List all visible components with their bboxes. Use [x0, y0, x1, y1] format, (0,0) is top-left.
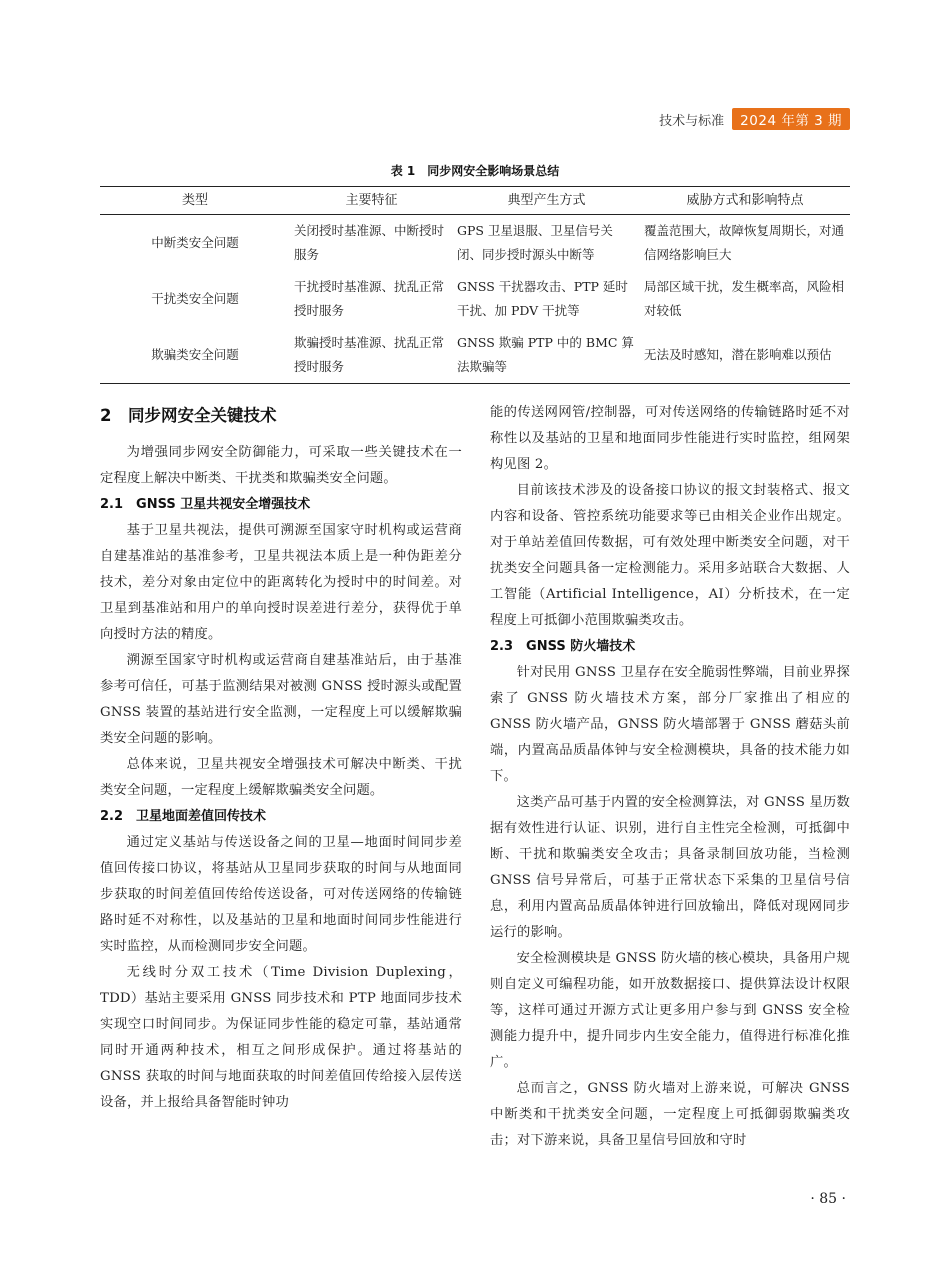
table-cell: 局部区域干扰，发生概率高，风险相对较低: [644, 279, 845, 318]
paragraph: 溯源至国家守时机构或运营商自建基准站后，由于基准参考可信任，可基于监测结果对被测 GNSS 授时源头或配置 GNSS 装置的基站进行安全监测，一定程度上可以缓解欺骗类安全问题的影响。: [100, 653, 462, 746]
column-header: 威胁方式和影响特点: [640, 187, 850, 215]
paragraph: 目前该技术涉及的设备接口协议的报文封装格式、报文内容和设备、管控系统功能要求等已由相关企业作出规定。对于单站差值回传数据，可有效处理中断类安全问题，对干扰类安全问题具备一定检测能力。采用多站联合大数据、人工智能（Artificial Intelligence，AI）分析技术，在一定程度上可抵御小范围欺骗类攻击。: [490, 483, 850, 628]
table-cell: GPS 卫星退服、卫星信号关闭、同步授时源头中断等: [457, 223, 613, 262]
column-header: 典型产生方式: [453, 187, 640, 215]
paragraph: 针对民用 GNSS 卫星存在安全脆弱性弊端，目前业界探索了 GNSS 防火墙技术方案，部分厂家推出了相应的 GNSS 防火墙产品，GNSS 防火墙部署于 GNSS 蘑菇头前端，内置高品质晶体钟与安全检测模块，具备的技术能力如下。: [490, 665, 850, 784]
subsection-title: 2.1 GNSS 卫星共视安全增强技术: [100, 497, 311, 512]
subsection-title: 2.2 卫星地面差值回传技术: [100, 809, 267, 824]
table-cell: 覆盖范围大，故障恢复周期长，对通信网络影响巨大: [644, 223, 845, 262]
paragraph: 这类产品可基于内置的安全检测算法，对 GNSS 星历数据有效性进行认证、识别，进行自主性完全检测，可抵御中断、干扰和欺骗类安全攻击；具备录制回放功能，当检测 GNSS 信号异常后，可基于正常状态下采集的卫星信号信息，利用内置高品质晶体钟进行回放输出，降低对现网同步运行的影响。: [490, 795, 850, 940]
table-cell: 干扰授时基准源、扰乱正常授时服务: [294, 279, 445, 318]
table-row: [100, 327, 850, 384]
running-header: [659, 108, 850, 130]
paragraph: 通过定义基站与传送设备之间的卫星—地面时间同步差值回传接口协议，将基站从卫星同步获取的时间与从地面同步获取的时间差值回传给传送设备，可对传送网络的传输链路时延不对称性，以及基站的卫星和地面时间同步性能进行实时监控，从而检测同步安全问题。: [100, 835, 462, 954]
subsection-title: 2.3 GNSS 防火墙技术: [490, 639, 636, 654]
table-cell: 欺骗授时基准源、扰乱正常授时服务: [290, 327, 453, 384]
section-title: 2 同步网安全关键技术: [100, 406, 277, 425]
table-header-row: [100, 187, 850, 215]
paragraph: 总而言之，GNSS 防火墙对上游来说，可解决 GNSS 中断类和干扰类安全问题，一定程度上可抵御弱欺骗类攻击；对下游来说，具备卫星信号回放和守时: [490, 1081, 850, 1148]
table-cell: 无法及时感知，潜在影响难以预估: [640, 327, 850, 384]
table-row: [100, 271, 850, 327]
right-column: [490, 400, 850, 1154]
paragraph: 基于卫星共视法，提供可溯源至国家守时机构或运营商自建基准站的基准参考，卫星共视法本质上是一种伪距差分技术，差分对象由定位中的距离转化为授时中的时间差。对卫星到基准站和用户的单向授时误差进行差分，获得优于单向授时方法的精度。: [100, 523, 462, 642]
paragraph-continuation: 能的传送网网管/控制器，可对传送网络的传输链路时延不对称性以及基站的卫星和地面同步性能进行实时监控，组网架构见图 2。: [490, 405, 850, 472]
table-cell: 干扰类安全问题: [151, 291, 239, 306]
column-header: 主要特征: [290, 187, 453, 215]
table-cell: 欺骗类安全问题: [100, 327, 290, 384]
paragraph: 安全检测模块是 GNSS 防火墙的核心模块，具备用户规则自定义可编程功能，如开放数据接口、提供算法设计权限等，这样可通过开源方式让更多用户参与到 GNSS 安全检测能力提升中，提升同步内生安全能力，值得进行标准化推广。: [490, 951, 850, 1070]
table-row: [100, 215, 850, 272]
column-header: 类型: [100, 187, 290, 215]
page-number: · 85 ·: [810, 1191, 846, 1207]
table-caption: 表 1 同步网安全影响场景总结: [390, 164, 560, 178]
security-scenario-table: [100, 186, 850, 384]
journal-section: 技术与标准: [659, 113, 725, 129]
left-column: [100, 400, 462, 1116]
paragraph: 为增强同步网安全防御能力，可采取一些关键技术在一定程度上解决中断类、干扰类和欺骗类安全问题。: [100, 445, 462, 486]
paragraph: 无线时分双工技术（Time Division Duplexing，TDD）基站主要采用 GNSS 同步技术和 PTP 地面同步技术实现空口时间同步。为保证同步性能的稳定可靠，基站通常同时开通两种技术，相互之间形成保护。通过将基站的 GNSS 获取的时间与地面获取的时间差值回传给接入层传送设备，并上报给具备智能时钟功: [100, 965, 462, 1110]
table-cell: 中断类安全问题: [151, 235, 239, 250]
paragraph: 总体来说，卫星共视安全增强技术可解决中断类、干扰类安全问题，一定程度上缓解欺骗类安全问题。: [100, 757, 462, 798]
table-cell: 关闭授时基准源、中断授时服务: [294, 223, 445, 262]
table-cell: GNSS 欺骗 PTP 中的 BMC 算法欺骗等: [453, 327, 640, 384]
table-cell: GNSS 干扰器攻击、PTP 延时干扰、加 PDV 干扰等: [457, 279, 628, 318]
issue-badge: 2024 年第 3 期: [732, 108, 850, 130]
